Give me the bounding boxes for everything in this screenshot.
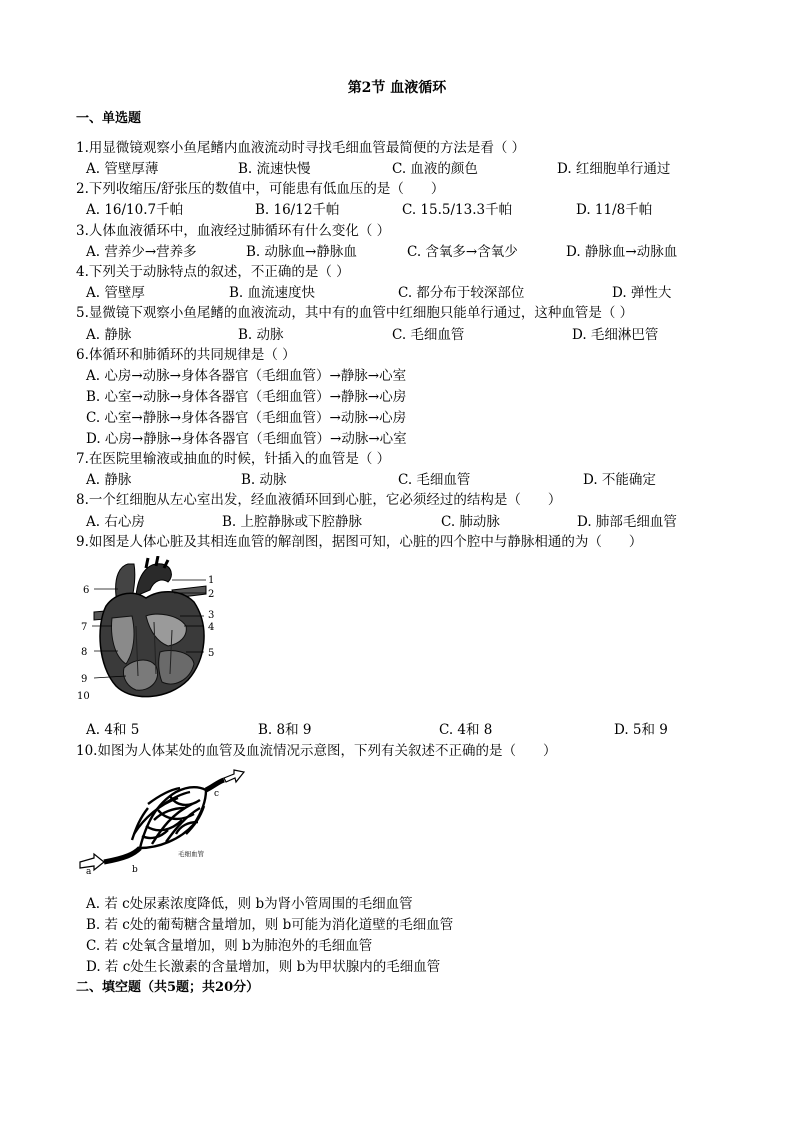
heart-label-2: 2 <box>208 589 215 600</box>
question-2-option-c: C. 15.5/13.3千帕 <box>402 202 513 218</box>
question-1-option-a: A. 管壁厚薄 <box>86 161 159 177</box>
heart-label-10: 10 <box>77 691 90 702</box>
question-4-option-a: A. 管壁厚 <box>86 285 145 301</box>
heart-label-5: 5 <box>208 648 215 659</box>
question-6-option-c: C. 心室→静脉→身体各器官（毛细血管）→动脉→心房 <box>86 410 407 426</box>
question-7-stem: 7.在医院里输液或抽血的时候，针插入的血管是（ ） <box>76 451 391 467</box>
vessel-label-c: c <box>214 789 220 799</box>
question-3-stem: 3.人体血液循环中，血液经过肺循环有什么变化（ ） <box>76 223 391 239</box>
question-4-option-c: C. 都分布于较深部位 <box>398 285 525 301</box>
heart-label-9: 9 <box>81 674 88 685</box>
question-7-option-c: C. 毛细血管 <box>398 472 471 488</box>
question-7-option-d: D. 不能确定 <box>583 472 656 488</box>
question-8-option-d: D. 肺部毛细血管 <box>577 514 677 530</box>
question-9-option-a: A. 4和 5 <box>86 722 140 738</box>
question-10-option-d: D. 若 c处生长激素的含量增加，则 b为甲状腺内的毛细血管 <box>86 959 441 975</box>
question-10-option-a: A. 若 c处尿素浓度降低，则 b为肾小管周围的毛细血管 <box>86 896 413 912</box>
heart-label-7: 7 <box>81 622 88 633</box>
question-6-option-b: B. 心室→动脉→身体各器官（毛细血管）→静脉→心房 <box>86 389 407 405</box>
question-3-option-d: D. 静脉血→动脉血 <box>566 244 678 260</box>
question-4-stem: 4.下列关于动脉特点的叙述，不正确的是（ ） <box>76 264 350 280</box>
question-1-stem: 1.用显微镜观察小鱼尾鳍内血液流动时寻找毛细血管最简便的方法是看（ ） <box>76 140 526 156</box>
question-9-option-b: B. 8和 9 <box>258 722 312 738</box>
question-5-option-c: C. 毛细血管 <box>392 327 465 343</box>
question-3-option-b: B. 动脉血→静脉血 <box>246 244 357 260</box>
heart-diagram <box>76 556 226 706</box>
question-8-stem: 8.一个红细胞从左心室出发，经血液循环回到心脏，它必须经过的结构是（ ） <box>76 492 562 508</box>
question-9-stem: 9.如图是人体心脏及其相连血管的解剖图，据图可知，心脏的四个腔中与静脉相通的为（ ） <box>76 534 643 550</box>
section-heading-fill-in: 二、填空题（共5题；共20分） <box>76 980 260 995</box>
question-7-option-b: B. 动脉 <box>241 472 287 488</box>
question-2-option-d: D. 11/8千帕 <box>576 202 653 218</box>
heart-label-4: 4 <box>208 622 215 633</box>
question-6-option-a: A. 心房→动脉→身体各器官（毛细血管）→静脉→心室 <box>86 368 407 384</box>
section-heading-single-choice: 一、单选题 <box>76 111 142 126</box>
page-title: 第2节 血液循环 <box>347 80 447 96</box>
question-8-option-c: C. 肺动脉 <box>441 514 500 530</box>
question-4-option-b: B. 血流速度快 <box>229 285 316 301</box>
question-1-option-d: D. 红细胞单行通过 <box>557 161 671 177</box>
question-5-option-b: B. 动脉 <box>238 327 284 343</box>
vessel-label-a: a <box>86 867 92 876</box>
heart-label-8: 8 <box>81 647 88 658</box>
question-5-option-a: A. 静脉 <box>86 327 132 343</box>
heart-label-1: 1 <box>208 575 215 586</box>
question-10-stem: 10.如图为人体某处的血管及血流情况示意图，下列有关叙述不正确的是（ ） <box>76 743 557 759</box>
question-9-option-d: D. 5和 9 <box>614 722 668 738</box>
heart-label-3: 3 <box>208 610 215 621</box>
question-6-option-d: D. 心房→静脉→身体各器官（毛细血管）→动脉→心室 <box>86 431 407 447</box>
question-2-option-b: B. 16/12千帕 <box>255 202 340 218</box>
question-9-option-c: C. 4和 8 <box>439 722 493 738</box>
question-2-stem: 2.下列收缩压/舒张压的数值中，可能患有低血压的是（ ） <box>76 181 445 197</box>
question-4-option-d: D. 弹性大 <box>612 285 672 301</box>
vessel-label-b: b <box>132 865 138 875</box>
question-3-option-a: A. 营养少→营养多 <box>86 244 197 260</box>
capillary-diagram <box>76 764 248 876</box>
question-10-option-b: B. 若 c处的葡萄糖含量增加，则 b可能为消化道壁的毛细血管 <box>86 917 454 933</box>
question-10-option-c: C. 若 c处氧含量增加，则 b为肺泡外的毛细血管 <box>86 938 373 954</box>
question-7-option-a: A. 静脉 <box>86 472 132 488</box>
question-3-option-c: C. 含氧多→含氧少 <box>407 244 518 260</box>
question-8-option-b: B. 上腔静脉或下腔静脉 <box>222 514 363 530</box>
capillary-caption: 毛细血管 <box>178 850 204 858</box>
question-2-option-a: A. 16/10.7千帕 <box>86 202 184 218</box>
question-1-option-b: B. 流速快慢 <box>238 161 311 177</box>
question-8-option-a: A. 右心房 <box>86 514 145 530</box>
question-5-option-d: D. 毛细淋巴管 <box>572 327 659 343</box>
question-1-option-c: C. 血液的颜色 <box>392 161 478 177</box>
question-6-stem: 6.体循环和肺循环的共同规律是（ ） <box>76 347 296 363</box>
question-5-stem: 5.显微镜下观察小鱼尾鳍的血液流动，其中有的血管中红细胞只能单行通过，这种血管是（ ） <box>76 305 634 321</box>
heart-label-6: 6 <box>83 585 90 596</box>
